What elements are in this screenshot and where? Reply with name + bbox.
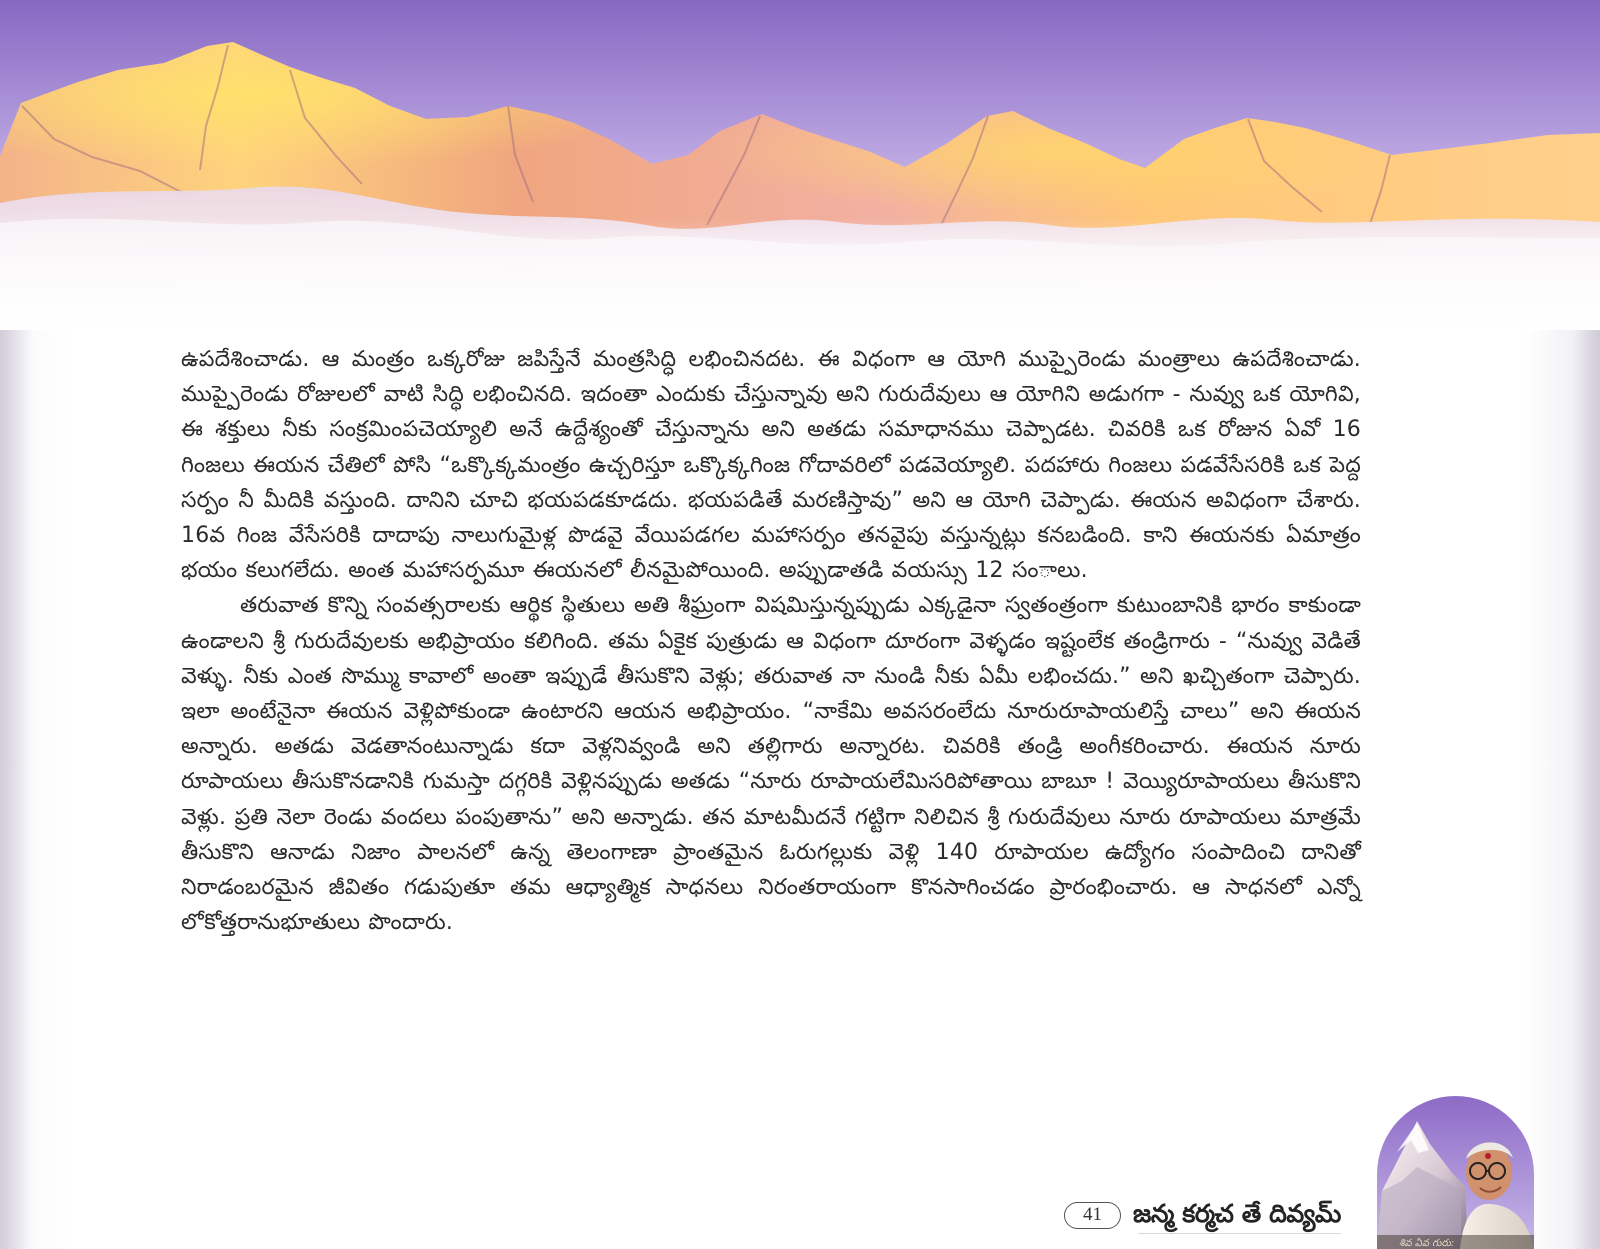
page-number-badge: 41 (1064, 1202, 1121, 1229)
body-text (181, 342, 1361, 940)
paragraph-2: తరువాత కొన్ని సంవత్సరాలకు ఆర్థిక స్థితులు అతి శీఘ్రంగా విషమిస్తున్నప్పుడు ఎక్కడైనా స్వతంత్రంగా కుటుంబానికి భారం కాకుండా ఉండాలని శ్రీ గురుదేవులకు అభిప్రాయం కలిగింది. తమ ఏకైక పుత్రుడు ఆ విధంగా దూరంగా వెళ్ళడం ఇష్టంలేక తండ్రిగారు - “నువ్వు వెడితే వెళ్ళు. నీకు ఎంత సొమ్ము కావాలో అంతా ఇప్పుడే తీసుకొని వెళ్లు; తరువాత నా నుండి నీకు ఏమీ లభించదు.” అని ఖచ్చితంగా చెప్పారు. ఇలా అంటేనైనా ఈయన వెళ్లిపోకుండా ఉంటారని ఆయన అభిప్రాయం. “నాకేమి అవసరంలేదు నూరురూపాయలిస్తే చాలు” అని ఈయన అన్నారు. అతడు వెడతానంటున్నాడు కదా వెళ్లనివ్వండి అని తల్లిగారు అన్నారట. చివరికి తండ్రి అంగీకరించారు. ఈయన నూరు రూపాయలు తీసుకొనడానికి గుమస్తా దగ్గరికి వెళ్లినప్పుడు అతడు “నూరు రూపాయలేమిసరిపోతాయి బాబూ ! వెయ్యిరూపాయలు తీసుకొని వెళ్లు. ప్రతి నెలా రెండు వందలు పంపుతాను” అని అన్నాడు. తన మాటమీదనే గట్టిగా నిలిచిన శ్రీ గురుదేవులు నూరు రూపాయలు మాత్రమే తీసుకొని ఆనాడు నిజాం పాలనలో ఉన్న తెలంగాణా ప్రాంతమైన ఓరుగల్లుకు వెళ్లి 140 రూపాయల ఉద్యోగం సంపాదించి దానితో నిరాడంబరమైన జీవితం గడుపుతూ తమ ఆధ్యాత్మిక సాధనలు నిరంతరాయంగా కొనసాగించడం ప్రారంభించారు. ఆ సాధనలో ఎన్నో లోకోత్తరానుభూతులు పొందారు. (181, 593, 1361, 936)
portrait-image (1377, 1096, 1534, 1249)
mountain-banner-image (0, 0, 1600, 330)
book-title: జన్మ కర్మచ తే దివ్యమ్ (1133, 1199, 1341, 1228)
mountain-illustration (0, 0, 1600, 330)
paragraph-1: ఉపదేశించాడు. ఆ మంత్రం ఒక్కరోజు జపిస్తేనే మంత్రసిద్ధి లభించినదట. ఈ విధంగా ఆ యోగి ముప్పైరెండు మంత్రాలు ఉపదేశించాడు. ముప్పైరెండు రోజులలో వాటి సిద్ధి లభించినది. ఇదంతా ఎందుకు చేస్తున్నావు అని గురుదేవులు ఆ యోగిని అడుగగా - నువ్వు ఒక యోగివి, ఈ శక్తులు నీకు సంక్రమింపచెయ్యాలి అనే ఉద్దేశ్యంతో చేస్తున్నాను అని అతడు సమాధానము చెప్పాడట. చివరికి ఒక రోజున ఏవో 16 గింజలు ఈయన చేతిలో పోసి “ఒక్కొక్కమంత్రం ఉచ్చరిస్తూ ఒక్కొక్కగింజ గోదావరిలో పడవెయ్యాలి. పదహారు గింజలు పడవేసేసరికి ఒక పెద్ద సర్పం నీ మీదికి వస్తుంది. దానిని చూచి భయపడకూడదు. భయపడితే మరణిస్తావు” అని ఆ యోగి చెప్పాడు. ఈయన అవిధంగా చేశారు. 16వ గింజ వేసేసరికి దాదాపు నాలుగుమైళ్ల పొడవై వేయిపడగల మహాసర్పం తనవైపు వస్తున్నట్లు కనబడింది. కాని ఈయనకు ఏమాత్రం భయం కలుగలేదు. అంత మహాసర్పమూ ఈయనలో లీనమైపోయింది. అప్పుడాతడి వయస్సు 12 సంాలు. (181, 347, 1361, 584)
portrait-caption: శివ ఏవ గురు: (1399, 1238, 1455, 1249)
guru-portrait (1377, 1096, 1534, 1249)
footer-divider (1138, 1233, 1341, 1234)
page-footer (1064, 1196, 1364, 1234)
